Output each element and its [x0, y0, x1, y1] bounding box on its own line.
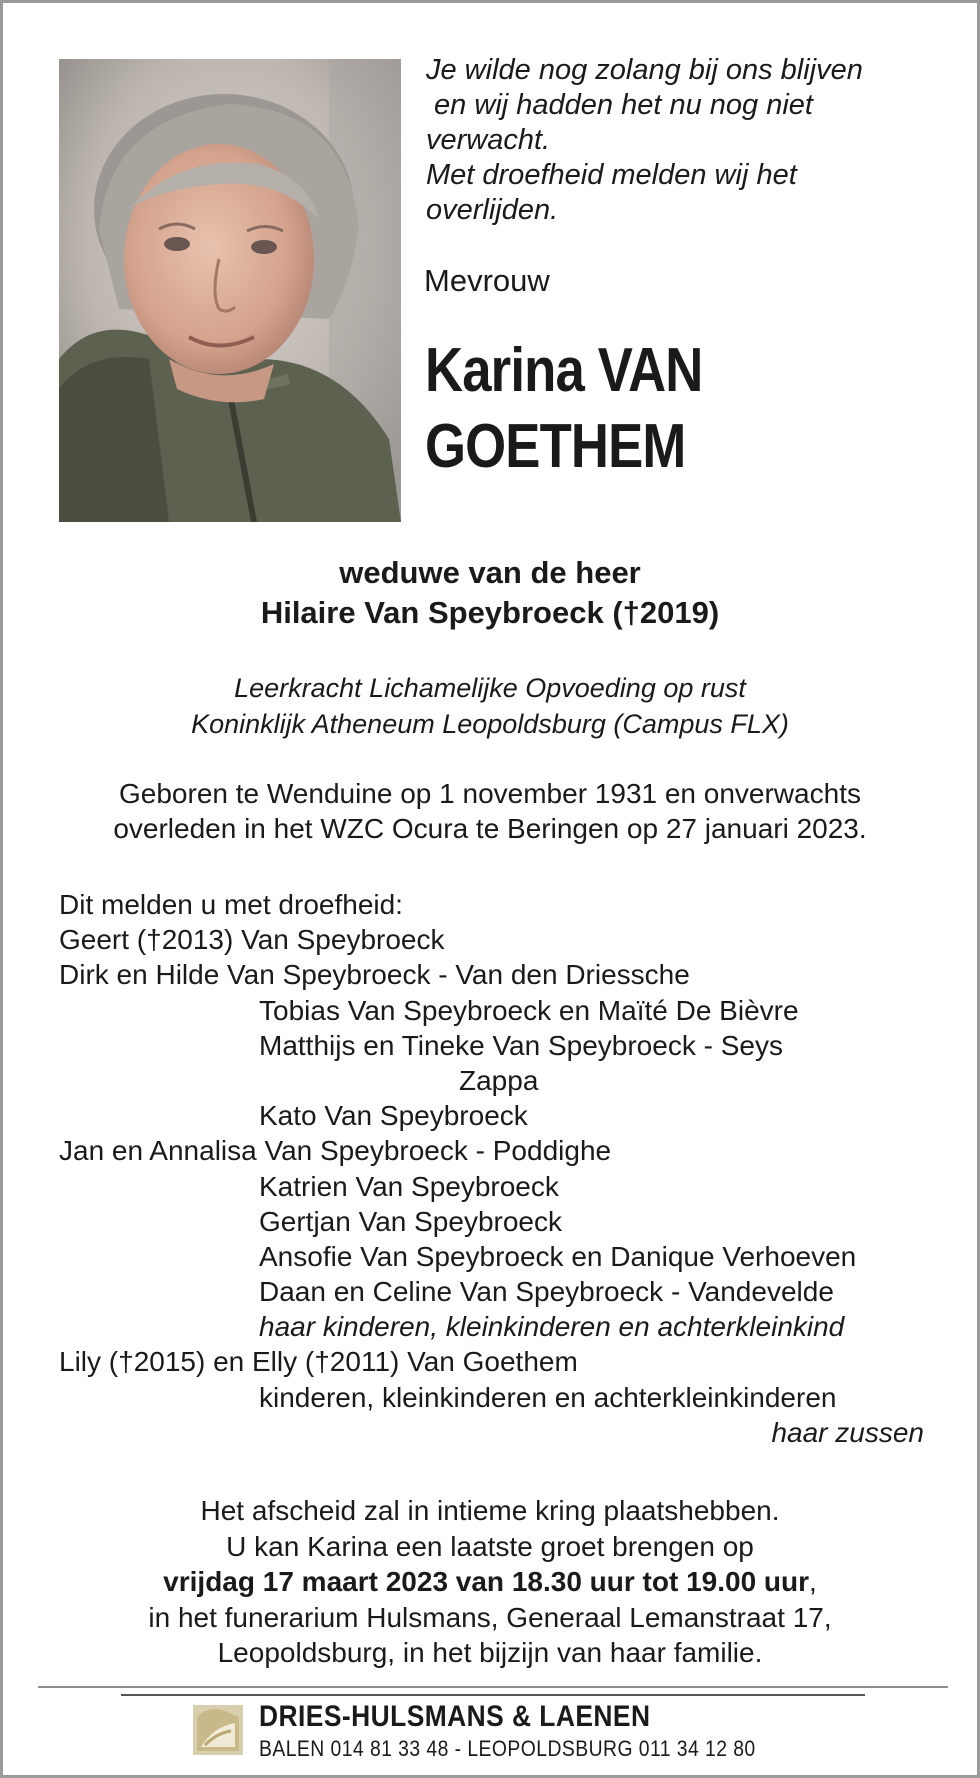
spouse-line1: weduwe van de heer — [339, 555, 641, 590]
farewell-line3-rest: , — [809, 1566, 817, 1597]
family-line: Katrien Van Speybroeck — [259, 1170, 559, 1202]
visitation-date: vrijdag 17 maart 2023 van 18.30 uur tot 19.00 uur — [163, 1566, 810, 1597]
born-line2: overleden in het WZC Ocura te Beringen op 27 januari 2023. — [113, 813, 867, 844]
family-line: Tobias Van Speybroeck en Maïté De Bièvre — [259, 994, 799, 1026]
birth-death-info — [3, 776, 977, 846]
funeral-home-name: DRIES-HULSMANS & LAENEN — [259, 1700, 651, 1733]
family-line: Lily (†2015) en Elly (†2011) Van Goethem — [59, 1346, 578, 1378]
spouse-info — [3, 553, 977, 633]
family-line: haar kinderen, kleinkinderen en achterkleinkind — [259, 1311, 845, 1343]
farewell-info — [3, 1493, 977, 1671]
verse-line: en wij hadden het nu nog niet — [426, 89, 813, 121]
verse-line: Je wilde nog zolang bij ons blijven — [426, 54, 863, 86]
verse-line: verwacht. — [426, 124, 551, 156]
born-line1: Geboren te Wenduine op 1 november 1931 en onverwachts — [119, 778, 861, 809]
occupation-info — [3, 670, 977, 742]
family-line: kinderen, kleinkinderen en achterkleinkinderen — [259, 1381, 837, 1413]
family-line: Dirk en Hilde Van Speybroeck - Van den Driessche — [59, 959, 690, 991]
family-line: Matthijs en Tineke Van Speybroeck - Seys — [259, 1029, 783, 1061]
family-intro: Dit melden u met droefheid: — [59, 889, 403, 920]
farewell-line4: in het funerarium Hulsmans, Generaal Lemanstraat 17, — [148, 1601, 832, 1633]
family-line: Daan en Celine Van Speybroeck - Vandevelde — [259, 1276, 834, 1308]
spouse-line2: Hilaire Van Speybroeck (†2019) — [260, 595, 720, 630]
family-line: Jan en Annalisa Van Speybroeck - Poddighe — [59, 1135, 612, 1167]
deceased-name-line2: GOETHEM — [425, 412, 686, 481]
farewell-line3 — [3, 1564, 977, 1600]
family-line: Kato Van Speybroeck — [259, 1100, 528, 1132]
family-line: Gertjan Van Speybroeck — [259, 1205, 562, 1237]
footer-divider — [38, 1686, 948, 1688]
deceased-name-line1: Karina VAN — [425, 336, 703, 405]
family-line: haar zussen — [771, 1416, 924, 1448]
funeral-home-phones: BALEN 014 81 33 48 - LEOPOLDSBURG 011 34 12 80 — [259, 1736, 756, 1761]
family-line: Ansofie Van Speybroeck en Danique Verhoeven — [259, 1240, 857, 1272]
family-line: Zappa — [459, 1064, 539, 1096]
occupation-line1: Leerkracht Lichamelijke Opvoeding op rust — [234, 673, 746, 703]
verse-line: Met droefheid melden wij het — [426, 159, 797, 191]
farewell-line1: Het afscheid zal in intieme kring plaatshebben. — [200, 1495, 780, 1526]
honorific: Mevrouw — [424, 263, 550, 298]
portrait-photo — [59, 59, 401, 522]
memorial-verse — [426, 53, 946, 228]
deceased-name — [425, 333, 867, 485]
farewell-line5: Leopoldsburg, in het bijzijn van haar familie. — [217, 1637, 763, 1668]
farewell-line2: U kan Karina een laatste groet brengen op — [226, 1530, 754, 1562]
occupation-line2: Koninklijk Atheneum Leopoldsburg (Campus FLX) — [191, 709, 789, 739]
verse-line: overlijden. — [426, 194, 559, 226]
funeral-home-logo-icon — [191, 1701, 251, 1759]
footer-divider-inner — [121, 1694, 865, 1696]
family-list — [59, 887, 924, 1450]
family-line: Geert (†2013) Van Speybroeck — [59, 924, 445, 956]
